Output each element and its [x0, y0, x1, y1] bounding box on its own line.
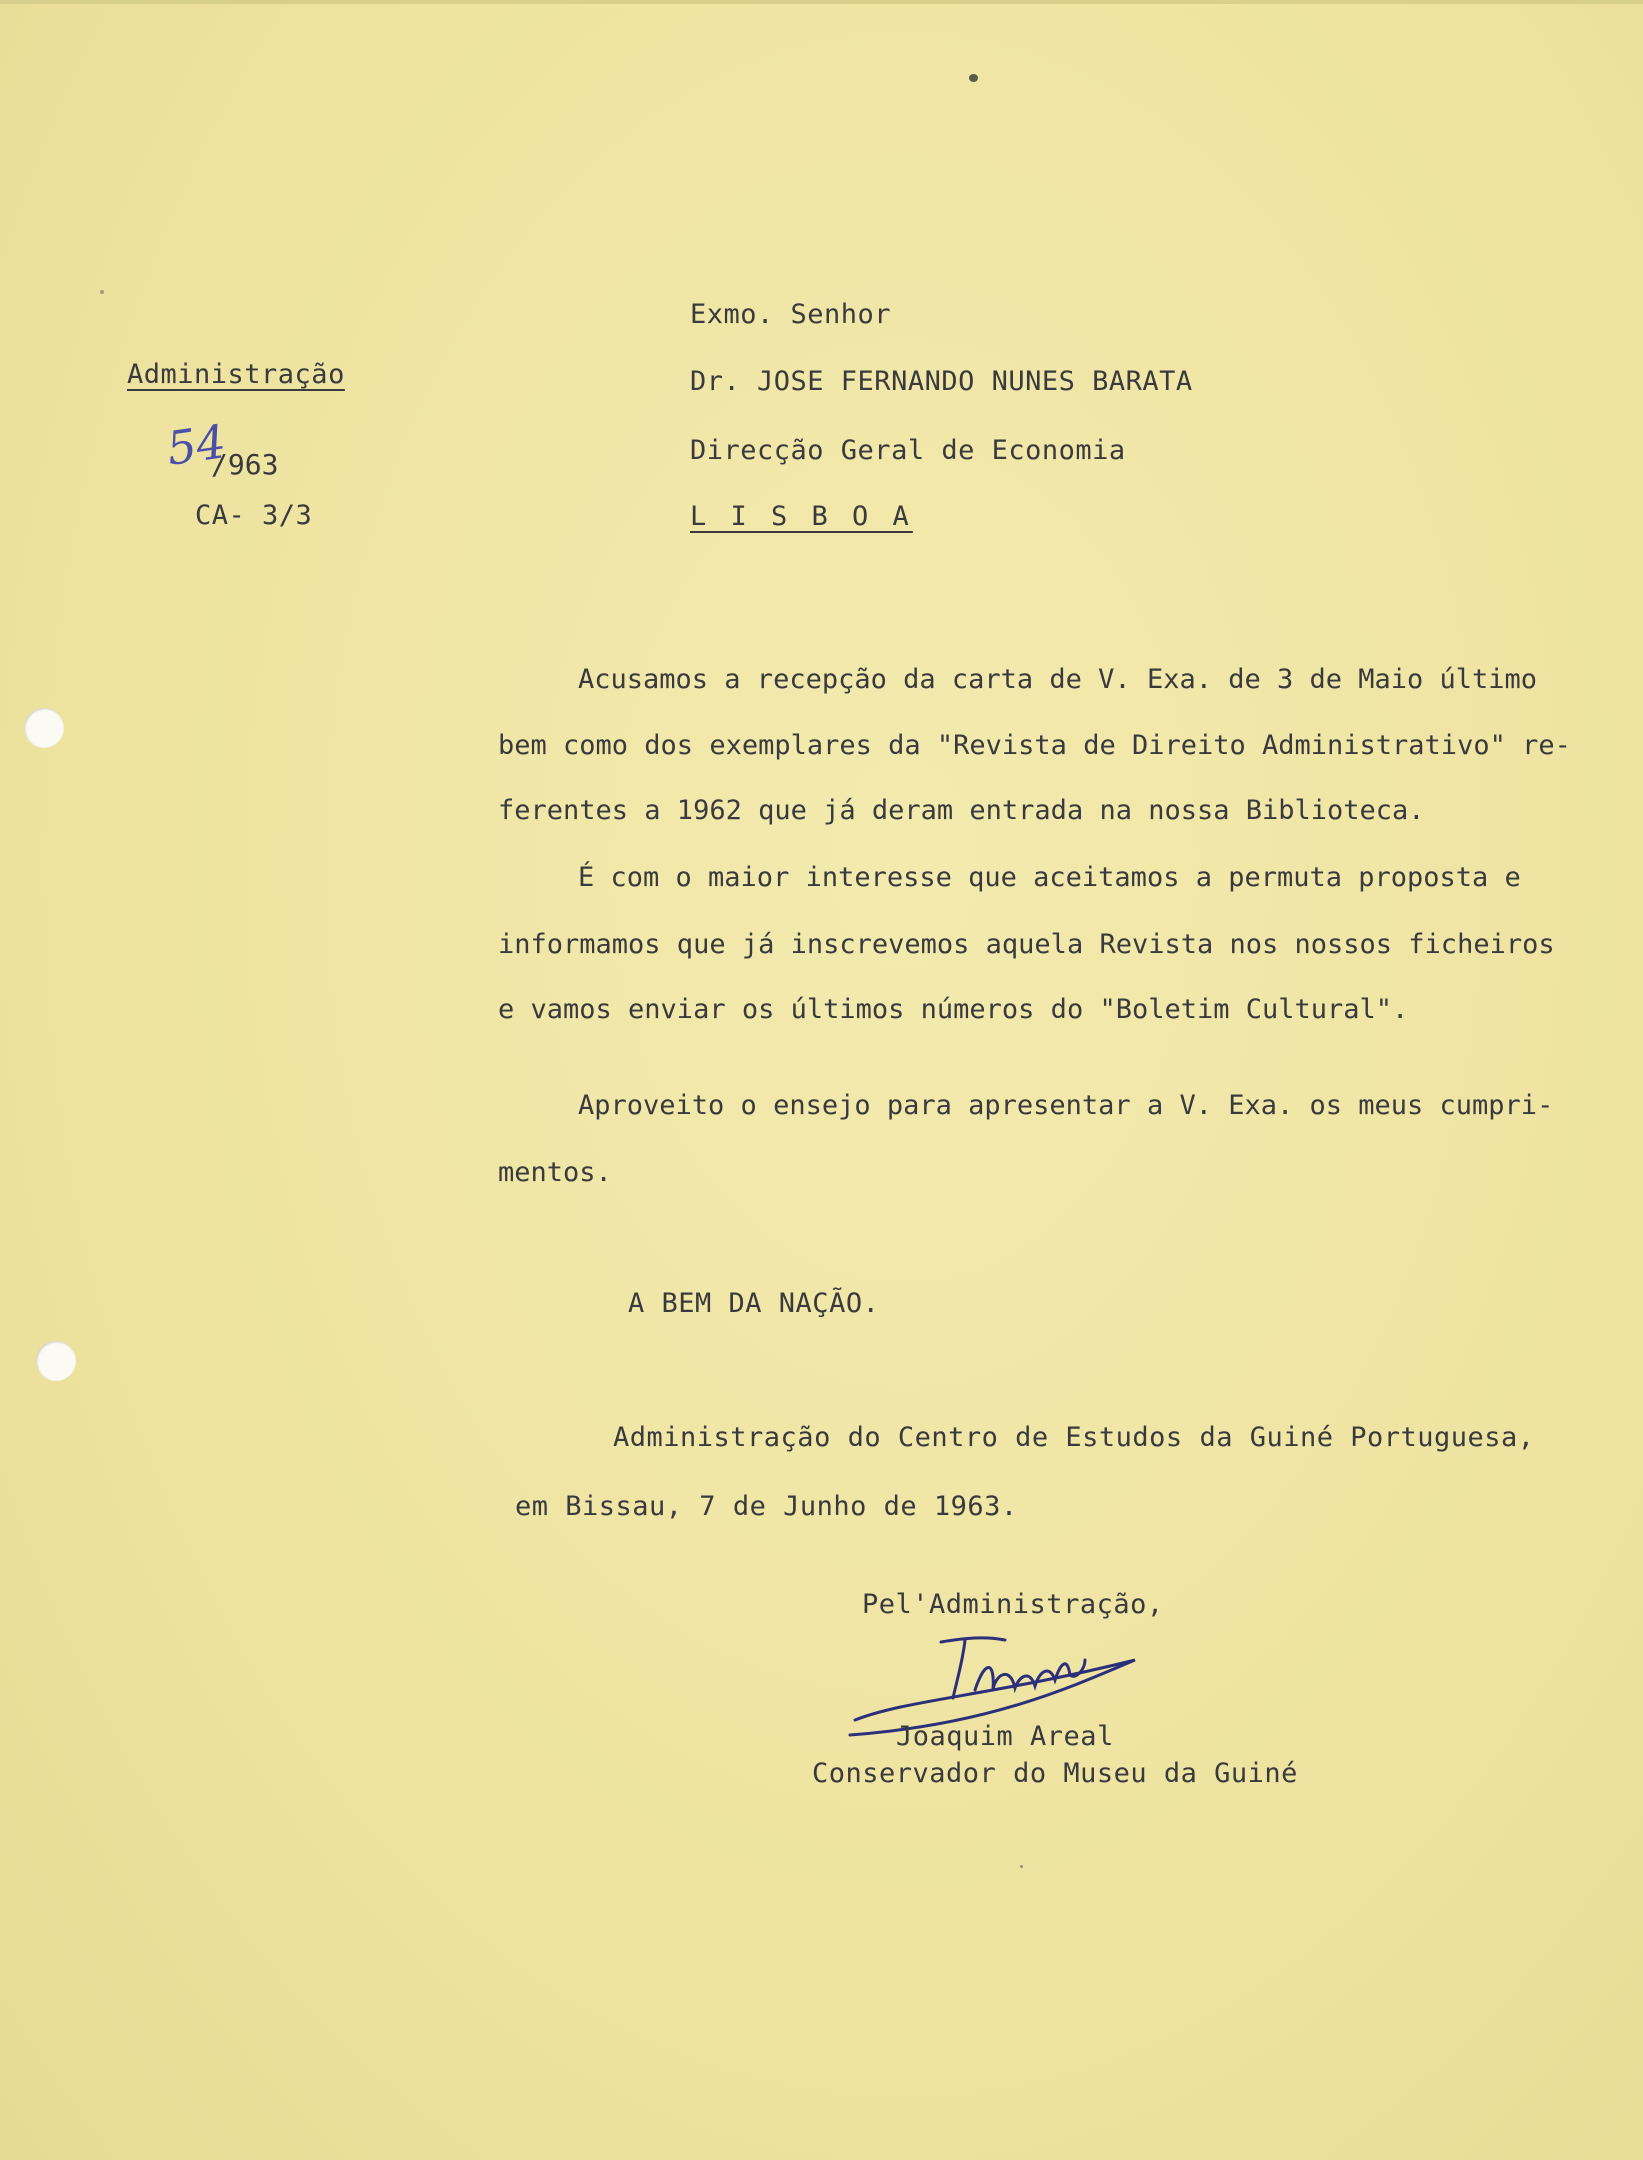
closing-institution: Administração do Centro de Estudos da Guiné Portuguesa,	[613, 1422, 1535, 1453]
signatory-name: Joaquim Areal	[896, 1721, 1114, 1752]
body-line: Aproveito o ensejo para apresentar a V. Exa. os meus cumpri-	[578, 1090, 1554, 1121]
paper-edge	[0, 0, 1643, 4]
body-line: e vamos enviar os últimos números do "Boletim Cultural".	[498, 994, 1409, 1025]
addressee-office: Direcção Geral de Economia	[690, 435, 1126, 466]
punch-hole	[36, 1341, 76, 1381]
body-line: bem como dos exemplares da "Revista de Direito Administrativo" re-	[498, 730, 1571, 761]
signatory-title: Conservador do Museu da Guiné	[812, 1758, 1298, 1789]
closing-motto: A BEM DA NAÇÃO.	[628, 1288, 880, 1319]
closing-on-behalf: Pel'Administração,	[862, 1589, 1164, 1620]
addressee-salutation: Exmo. Senhor	[690, 299, 892, 330]
body-line: É com o maior interesse que aceitamos a permuta proposta e	[578, 862, 1521, 893]
reference-handwritten-number: 54	[163, 414, 230, 476]
reference-department: Administração	[127, 359, 345, 390]
body-line: informamos que já inscrevemos aquela Revista nos nossos ficheiros	[498, 929, 1555, 960]
body-line: mentos.	[498, 1157, 612, 1188]
body-line: ferentes a 1962 que já deram entrada na nossa Biblioteca.	[498, 795, 1425, 826]
ink-speck	[969, 74, 978, 82]
addressee-city: L I S B O A	[690, 501, 913, 532]
closing-place-date: em Bissau, 7 de Junho de 1963.	[515, 1491, 1018, 1522]
punch-hole	[24, 708, 64, 748]
reference-year: /963	[211, 448, 279, 481]
addressee-name: Dr. JOSE FERNANDO NUNES BARATA	[690, 366, 1193, 397]
ink-speck	[100, 290, 104, 294]
ink-speck	[1020, 1865, 1023, 1868]
body-line: Acusamos a recepção da carta de V. Exa. de 3 de Maio último	[578, 664, 1538, 695]
reference-code: CA- 3/3	[195, 500, 313, 531]
